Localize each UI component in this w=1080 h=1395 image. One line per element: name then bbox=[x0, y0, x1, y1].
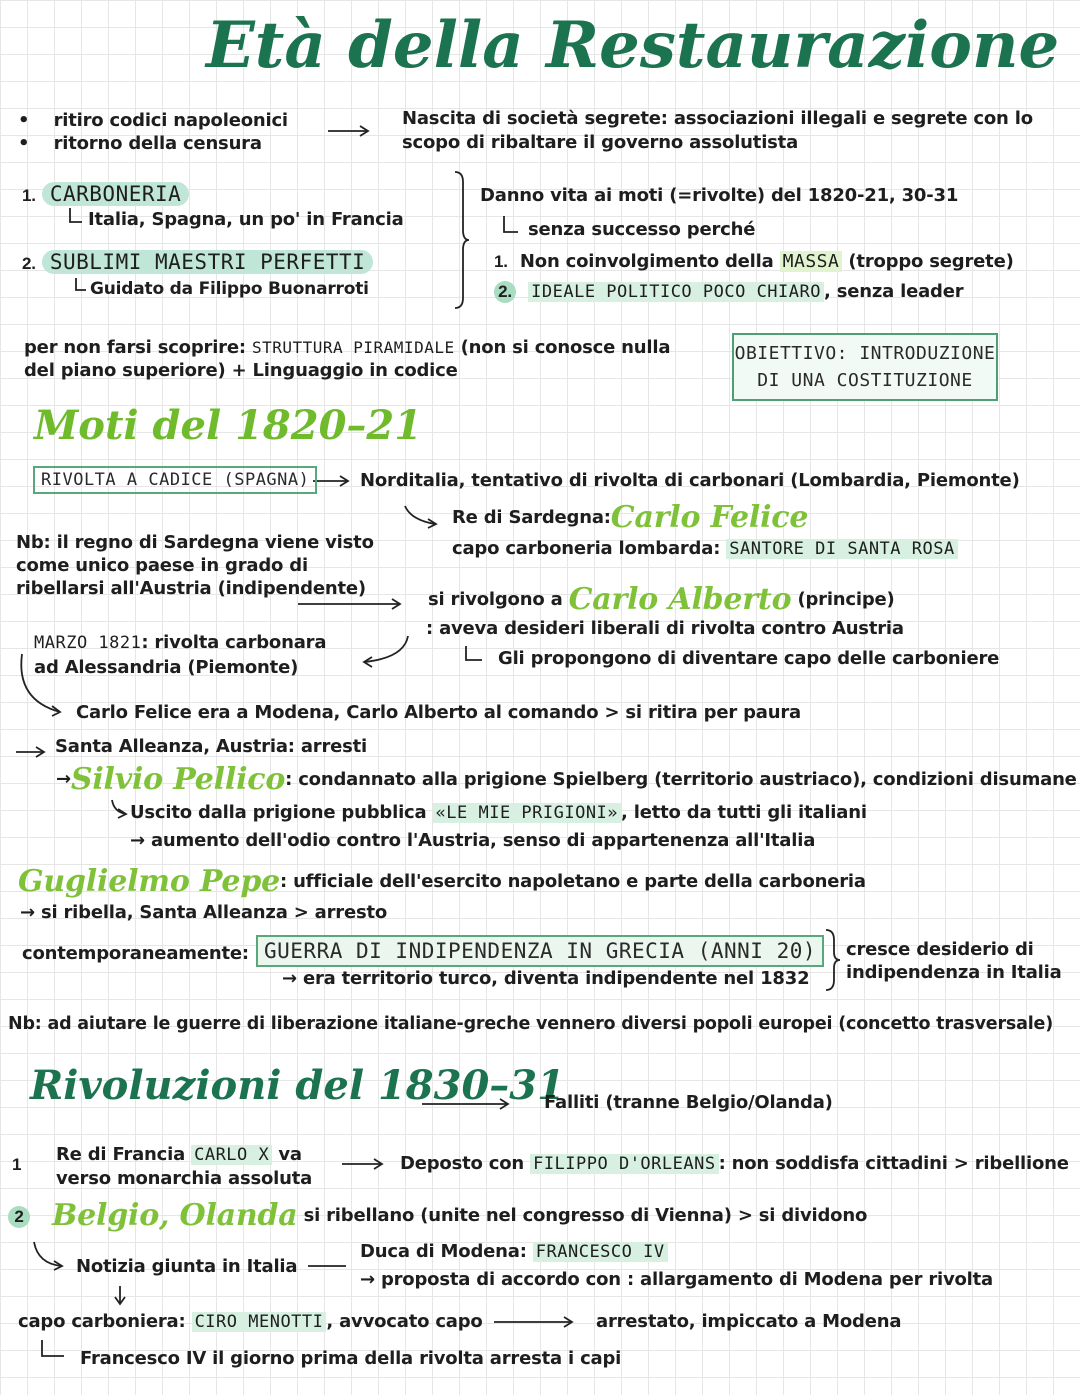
nb-sardegna-1: Nb: il regno di Sardegna viene visto bbox=[16, 532, 374, 553]
norditalia-line: Norditalia, tentativo di rivolta di carbonari (Lombardia, Piemonte) bbox=[360, 470, 1020, 491]
orleans-name: FILIPPO D'ORLEANS bbox=[530, 1154, 719, 1174]
page-title: Età della Restaurazione bbox=[206, 8, 1060, 83]
duca-line bbox=[360, 1241, 668, 1262]
structure-line-2: del piano superiore) + Linguaggio in codice bbox=[24, 360, 458, 381]
carlo-text: va bbox=[272, 1144, 302, 1165]
intro-result-line: scopo di ribaltare il governo assolutista bbox=[402, 132, 799, 153]
capo-text: capo carboniera: bbox=[18, 1311, 192, 1332]
list-number: 1 bbox=[12, 1155, 22, 1174]
uscito-line bbox=[130, 802, 867, 823]
belgio-name: Belgio, Olanda bbox=[52, 1198, 298, 1233]
objective-text: DI UNA COSTITUZIONE bbox=[757, 370, 973, 391]
principe-text: (principe) bbox=[791, 589, 895, 610]
pellico-text: : condannato alla prigione Spielberg (territorio austriaco), condizioni disumane bbox=[285, 769, 1077, 790]
re-name: Carlo Felice bbox=[610, 500, 809, 535]
nb-aiuto: Nb: ad aiutare le guerre di liberazione italiane-greche vennero diversi popoli europei (concetto trasversale) bbox=[8, 1014, 1053, 1034]
society-name: CARBONERIA bbox=[42, 182, 189, 206]
capo-lombarda bbox=[452, 538, 958, 559]
belgio-line bbox=[52, 1198, 867, 1233]
pepe-text: : ufficiale dell'esercito napoletano e parte della carboneria bbox=[280, 871, 866, 892]
bullet-item: • ritiro codici napoleonici bbox=[18, 110, 288, 131]
falliti-line: Falliti (tranne Belgio/Olanda) bbox=[544, 1092, 833, 1113]
marzo-text: : rivolta carbonara bbox=[141, 632, 327, 653]
carlo-x-name: CARLO X bbox=[191, 1145, 272, 1165]
francesco-name: FRANCESCO IV bbox=[533, 1242, 668, 1262]
desideri-line: : aveva desideri liberali di rivolta contro Austria bbox=[426, 618, 904, 639]
num-2 bbox=[8, 1206, 30, 1228]
grecia-box: GUERRA DI INDIPENDENZA IN GRECIA (ANNI 20) bbox=[256, 935, 824, 967]
section-heading-1820: Moti del 1820–21 bbox=[34, 402, 423, 449]
capo-label: capo carboneria lombarda: bbox=[452, 538, 727, 559]
bullet-item: • ritorno della censura bbox=[18, 133, 262, 154]
deposto-text: Deposto con bbox=[400, 1153, 531, 1174]
carlo-text: Re di Francia bbox=[56, 1144, 192, 1165]
nb-sardegna-3: ribellarsi all'Austria (indipendente) bbox=[16, 578, 366, 599]
contemp-label: contemporaneamente: bbox=[22, 943, 249, 964]
list-number: 2. bbox=[494, 281, 516, 303]
re-label: Re di Sardegna: bbox=[452, 507, 611, 528]
belgio-text: si ribellano (unite nel congresso di Vienna) > si dividono bbox=[297, 1205, 868, 1226]
arrestato-line: arrestato, impiccato a Modena bbox=[596, 1311, 902, 1332]
society-name: SUBLIMI MAESTRI PERFETTI bbox=[42, 250, 373, 274]
cresce-1: cresce desiderio di bbox=[846, 939, 1034, 960]
turco-line: → era territorio turco, diventa indipendente nel 1832 bbox=[282, 968, 810, 989]
nb-sardegna-2: come unico paese in grado di bbox=[16, 555, 308, 576]
cadice-box: RIVOLTA A CADICE (SPAGNA) bbox=[33, 466, 317, 494]
society-1-sub: Italia, Spagna, un po' in Francia bbox=[88, 209, 404, 230]
marzo-date: MARZO 1821 bbox=[34, 633, 142, 653]
pellico-line: →Silvio Pellico: condannato alla prigione Spielberg (territorio austriaco), condizioni disumane bbox=[56, 762, 1077, 797]
pepe-line bbox=[18, 864, 866, 899]
deposto-text: : non soddisfa cittadini > ribellione bbox=[718, 1153, 1069, 1174]
moti-line: Danno vita ai moti (=rivolte) del 1820-21, 30-31 bbox=[480, 185, 959, 206]
carlo-alberto-name: Carlo Alberto bbox=[568, 582, 792, 617]
pepe-name: Guglielmo Pepe bbox=[18, 864, 280, 899]
capo-text: , avvocato capo bbox=[326, 1311, 483, 1332]
reason-highlight: MASSA bbox=[780, 251, 843, 272]
marzo-1821-2: ad Alessandria (Piemonte) bbox=[34, 657, 299, 678]
notizia-line: Notizia giunta in Italia bbox=[76, 1256, 298, 1277]
re-sardegna bbox=[452, 500, 808, 535]
list-number: 2. bbox=[22, 254, 36, 273]
duca-text: Duca di Modena: bbox=[360, 1241, 533, 1262]
modena-line: Carlo Felice era a Modena, Carlo Alberto al comando > si ritira per paura bbox=[76, 702, 801, 723]
society-2 bbox=[22, 250, 373, 274]
marzo-1821 bbox=[34, 632, 326, 653]
carlo-x-line-2: verso monarchia assoluta bbox=[56, 1168, 313, 1189]
alleanza-line: Santa Alleanza, Austria: arresti bbox=[55, 736, 368, 757]
deposto-line bbox=[400, 1153, 1069, 1174]
uscito-text: , letto da tutti gli italiani bbox=[621, 802, 867, 823]
capo-carboniera-line bbox=[18, 1311, 483, 1332]
carlo-x-line bbox=[56, 1144, 302, 1165]
uscito-text: Uscito dalla prigione pubblica bbox=[130, 802, 433, 823]
structure-text: per non farsi scoprire: bbox=[24, 337, 252, 358]
reason-2 bbox=[494, 281, 963, 303]
list-number: 2 bbox=[8, 1206, 30, 1228]
reason-text: Non coinvolgimento della bbox=[519, 251, 780, 272]
propongono-line: Gli propongono di diventare capo delle carboniere bbox=[498, 648, 1000, 669]
reason-1 bbox=[494, 251, 1014, 272]
objective-text: OBIETTIVO: INTRODUZIONE bbox=[734, 343, 996, 364]
society-2-sub: Guidato da Filippo Buonarroti bbox=[90, 279, 369, 299]
intro-result-line: Nascita di società segrete: associazioni illegali e segrete con lo bbox=[402, 108, 1033, 129]
rivolgono-text: si rivolgono a bbox=[428, 589, 569, 610]
odio-line: → aumento dell'odio contro l'Austria, senso di appartenenza all'Italia bbox=[130, 830, 816, 851]
reason-highlight: IDEALE POLITICO POCO CHIARO bbox=[528, 282, 824, 302]
reason-text: , senza leader bbox=[823, 281, 964, 302]
structure-line-1 bbox=[24, 337, 670, 358]
bullet-text: ritiro codici napoleonici bbox=[53, 110, 288, 131]
structure-text: (non si conosce nulla bbox=[454, 337, 671, 358]
objective-box bbox=[732, 333, 998, 401]
rivolgono-line bbox=[428, 582, 895, 617]
list-number: 1. bbox=[22, 186, 36, 205]
francesco-line: Francesco IV il giorno prima della rivolta arresta i capi bbox=[80, 1348, 622, 1369]
proposta-line: → proposta di accordo con : allargamento di Modena per rivolta bbox=[360, 1269, 993, 1290]
fail-line: senza successo perché bbox=[528, 219, 756, 240]
ribella-line: → si ribella, Santa Alleanza > arresto bbox=[20, 902, 388, 923]
cresce-2: indipendenza in Italia bbox=[846, 962, 1062, 983]
book-title: «LE MIE PRIGIONI» bbox=[433, 803, 622, 823]
society-1 bbox=[22, 182, 189, 206]
menotti-name: CIRO MENOTTI bbox=[192, 1312, 327, 1332]
structure-highlight: STRUTTURA PIRAMIDALE bbox=[251, 338, 455, 357]
list-number: 1. bbox=[494, 252, 508, 271]
section-heading-1830: Rivoluzioni del 1830–31 bbox=[30, 1062, 565, 1109]
bullet-text: ritorno della censura bbox=[53, 133, 262, 154]
num-1 bbox=[12, 1154, 21, 1175]
pellico-name: Silvio Pellico bbox=[70, 762, 286, 797]
reason-text: (troppo segrete) bbox=[842, 251, 1014, 272]
capo-name: SANTORE DI SANTA ROSA bbox=[726, 539, 957, 559]
